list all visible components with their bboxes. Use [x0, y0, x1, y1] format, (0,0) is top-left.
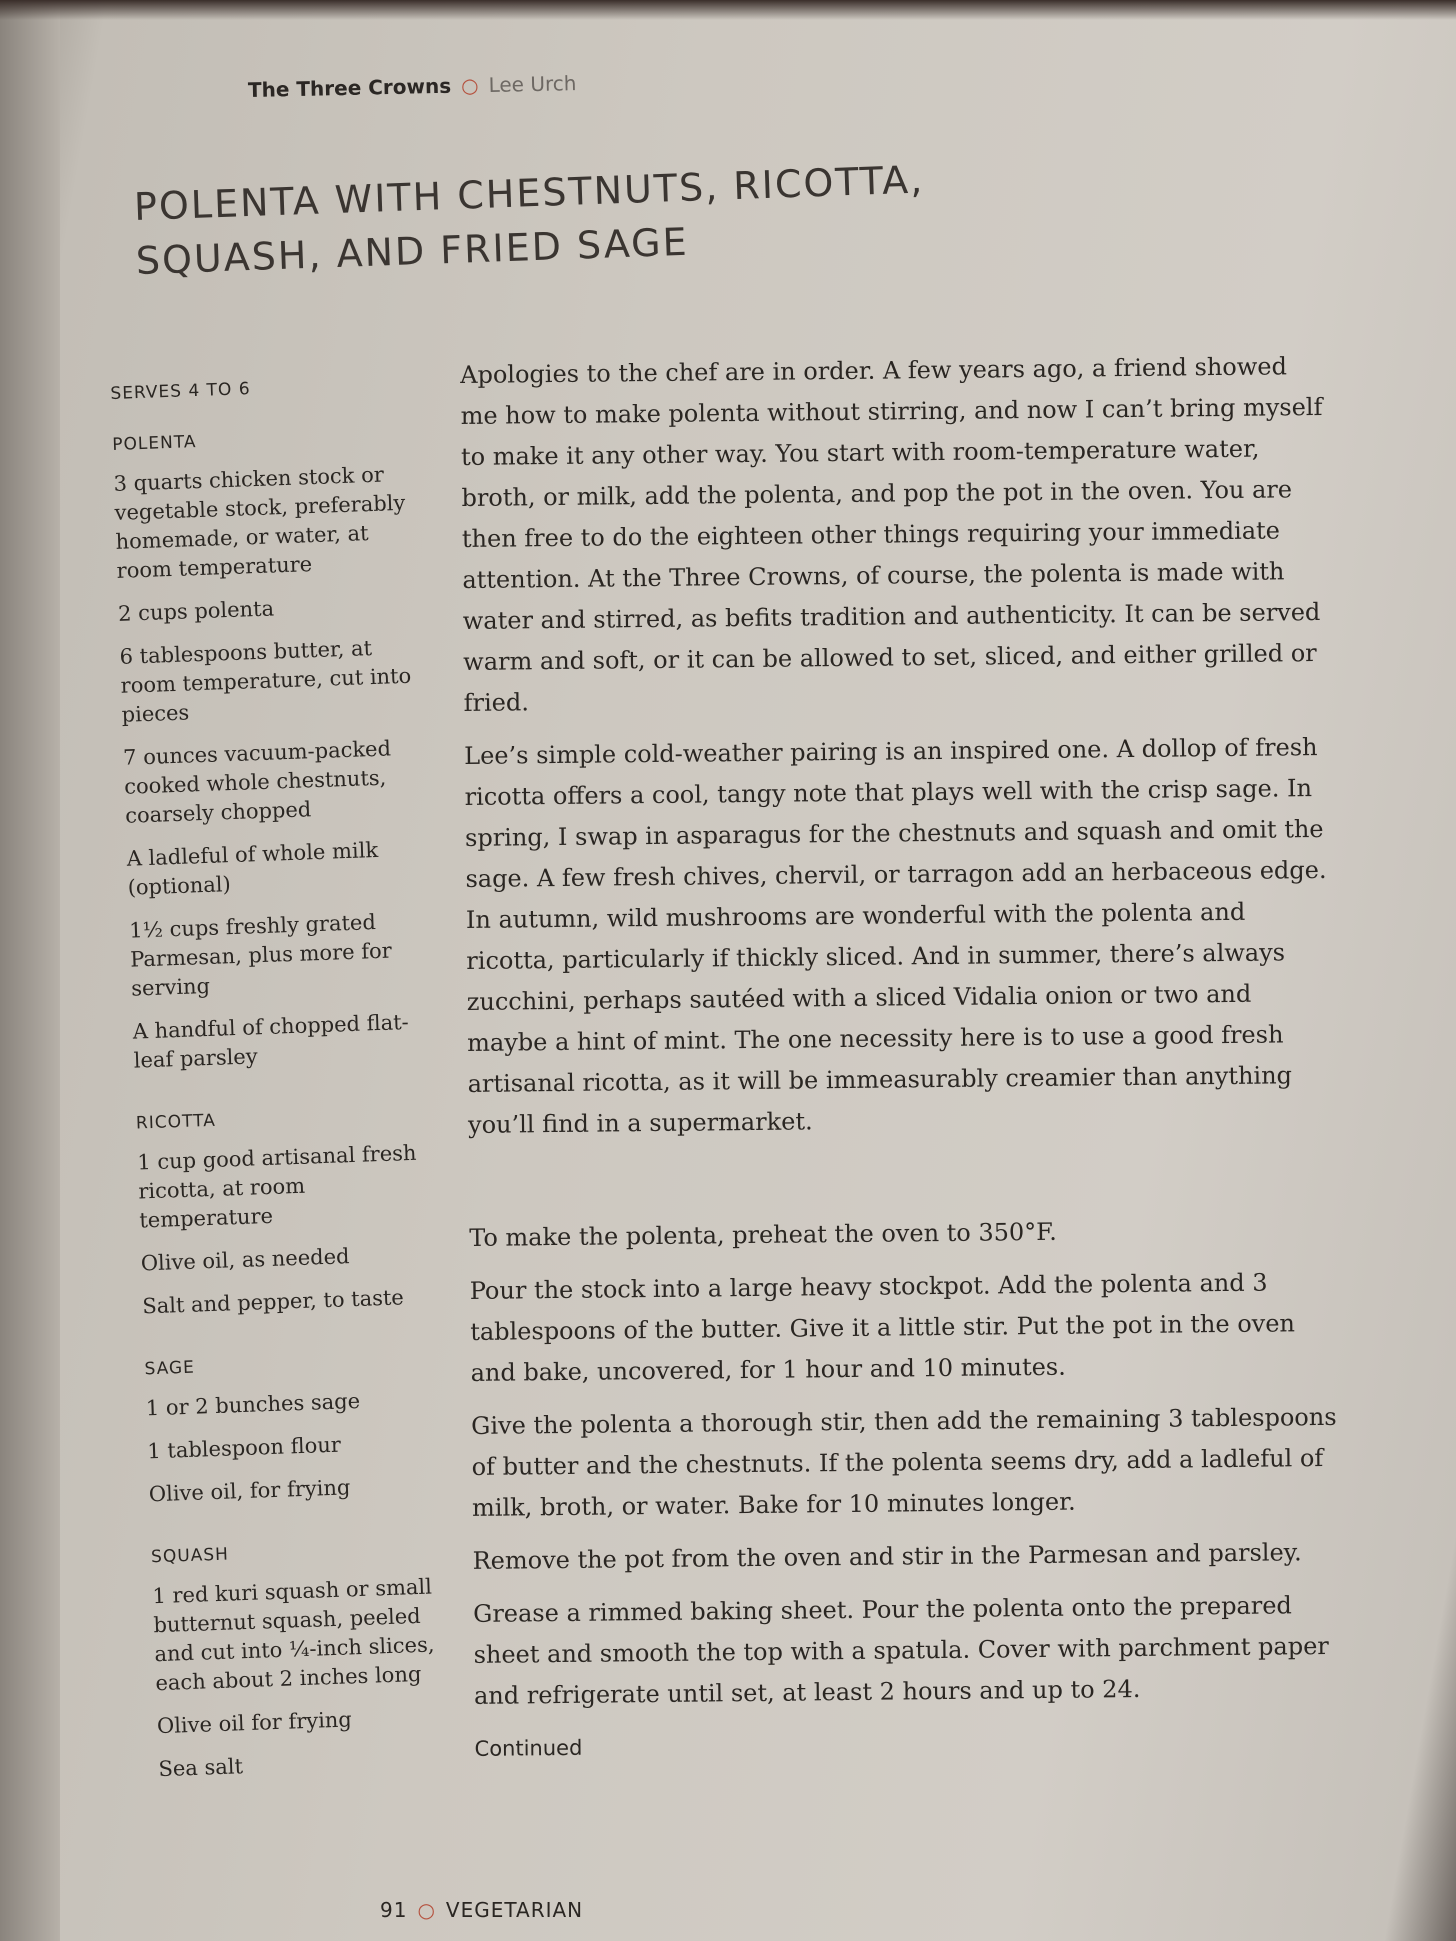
ingredient-item: Olive oil, as needed — [140, 1244, 350, 1276]
step-paragraph: Remove the pot from the oven and stir in the Parmesan and parsley. — [472, 1538, 1302, 1575]
section-heading: RICOTTA — [135, 1110, 217, 1134]
recipe-body — [460, 346, 1345, 1770]
step-paragraph: Pour the stock into a large heavy stockpot. Add the polenta and 3 tablespoons of the butter. Give it a little stir. Put the pot in the oven and bake, uncovered, for 1 hour and 10 minutes. — [469, 1268, 1296, 1387]
ingredient-item: A ladleful of whole milk (optional) — [126, 837, 379, 900]
page-edge-shadow — [0, 0, 1456, 20]
ingredient-item: 1 or 2 bunches sage — [145, 1388, 361, 1421]
continued-label: Continued — [474, 1735, 583, 1761]
ingredient-item: 3 quarts chicken stock or vegetable stock, preferably homemade, or water, at room temperature — [113, 462, 406, 583]
ingredient-item: 1 cup good artisanal fresh ricotta, at room temperature — [136, 1140, 417, 1233]
intro-paragraph: Lee’s simple cold-weather pairing is an inspired one. A dollop of fresh ricotta offers a cool, tangy note that plays well with the crisp sage. In spring, I swap in asparagus for the chestnuts and squash and omit the sage. A few fresh chives, chervil, or tarragon add an herbaceous edge. In autumn, wild mushrooms are wonderful with the polenta and ricotta, particularly if thickly sliced. And in summer, there’s always zucchini, perhaps sautéed with a sliced Vidalia onion or two and maybe a hint of mint. The one necessity here is to use a good fresh artisanal ricotta, as it will be immeasurably creamier than anything you’ll find in a supermarket. — [464, 733, 1327, 1139]
title-line: SQUASH, AND FRIED SAGE — [135, 219, 690, 283]
ingredient-item: A handful of chopped flat-leaf parsley — [132, 1009, 410, 1073]
book-title: The Three Crowns — [247, 73, 452, 102]
running-header — [248, 71, 577, 102]
ingredient-item: 6 tablespoons butter, at room temperature, cut into pieces — [119, 636, 412, 727]
section-heading: POLENTA — [111, 432, 197, 455]
ingredient-item: Olive oil, for frying — [148, 1475, 351, 1507]
recipe-title — [133, 152, 927, 288]
ingredient-item: 2 cups polenta — [117, 596, 275, 626]
ingredient-item: Salt and pepper, to taste — [141, 1285, 405, 1319]
section-name: VEGETARIAN — [445, 1898, 584, 1922]
book-spine — [0, 0, 60, 1941]
ingredient-item: Sea salt — [158, 1754, 244, 1782]
page-footer — [380, 1898, 583, 1922]
title-line: POLENTA WITH CHESTNUTS, RICOTTA, — [133, 157, 925, 230]
ingredient-item: 1½ cups freshly grated Parmesan, plus more for serving — [128, 910, 393, 1001]
section-heading: SAGE — [144, 1357, 196, 1380]
ingredient-item: 7 ounces vacuum-packed cooked whole chestnuts, coarsely chopped — [122, 736, 392, 828]
circle-separator-icon: ○ — [460, 73, 479, 98]
circle-separator-icon: ○ — [417, 1898, 436, 1922]
section-heading: SQUASH — [150, 1544, 230, 1568]
page-number: 91 — [380, 1898, 408, 1922]
step-paragraph: To make the polenta, preheat the oven to 350°F. — [469, 1217, 1057, 1252]
intro-paragraph: Apologies to the chef are in order. A few years ago, a friend showed me how to make polenta without stirring, and now I can’t bring myself to make it any other way. You start with room-temperature water, broth, or milk, add the polenta, and pop the pot in the oven. You are then free to do the eighteen other things requiring your immediate attention. At the Three Crowns, of course, the polenta is made with water and stirred, as befits tradition and authenticity. It can be served warm and soft, or it can be allowed to set, sliced, and either grilled or fried. — [460, 352, 1323, 717]
author-name: Lee Urch — [488, 71, 577, 97]
step-paragraph: Grease a rimmed baking sheet. Pour the polenta onto the prepared sheet and smooth the top with a spatula. Cover with parchment paper and refrigerate until set, at least 2 hours and up to 24. — [473, 1591, 1329, 1710]
ingredient-item: 1 tablespoon flour — [146, 1432, 342, 1464]
step-paragraph: Give the polenta a thorough stir, then add the remaining 3 tablespoons of butter and the chestnuts. If the polenta seems dry, add a ladleful of milk, broth, or water. Bake for 10 minutes longer. — [471, 1402, 1337, 1522]
ingredients-column — [110, 370, 459, 1799]
ingredient-item: 1 red kuri squash or small butternut squash, peeled and cut into ¼-inch slices, each about 2 inches long — [152, 1574, 435, 1696]
ingredient-item: Olive oil for frying — [156, 1707, 353, 1739]
serves: SERVES 4 TO 6 — [110, 379, 251, 404]
